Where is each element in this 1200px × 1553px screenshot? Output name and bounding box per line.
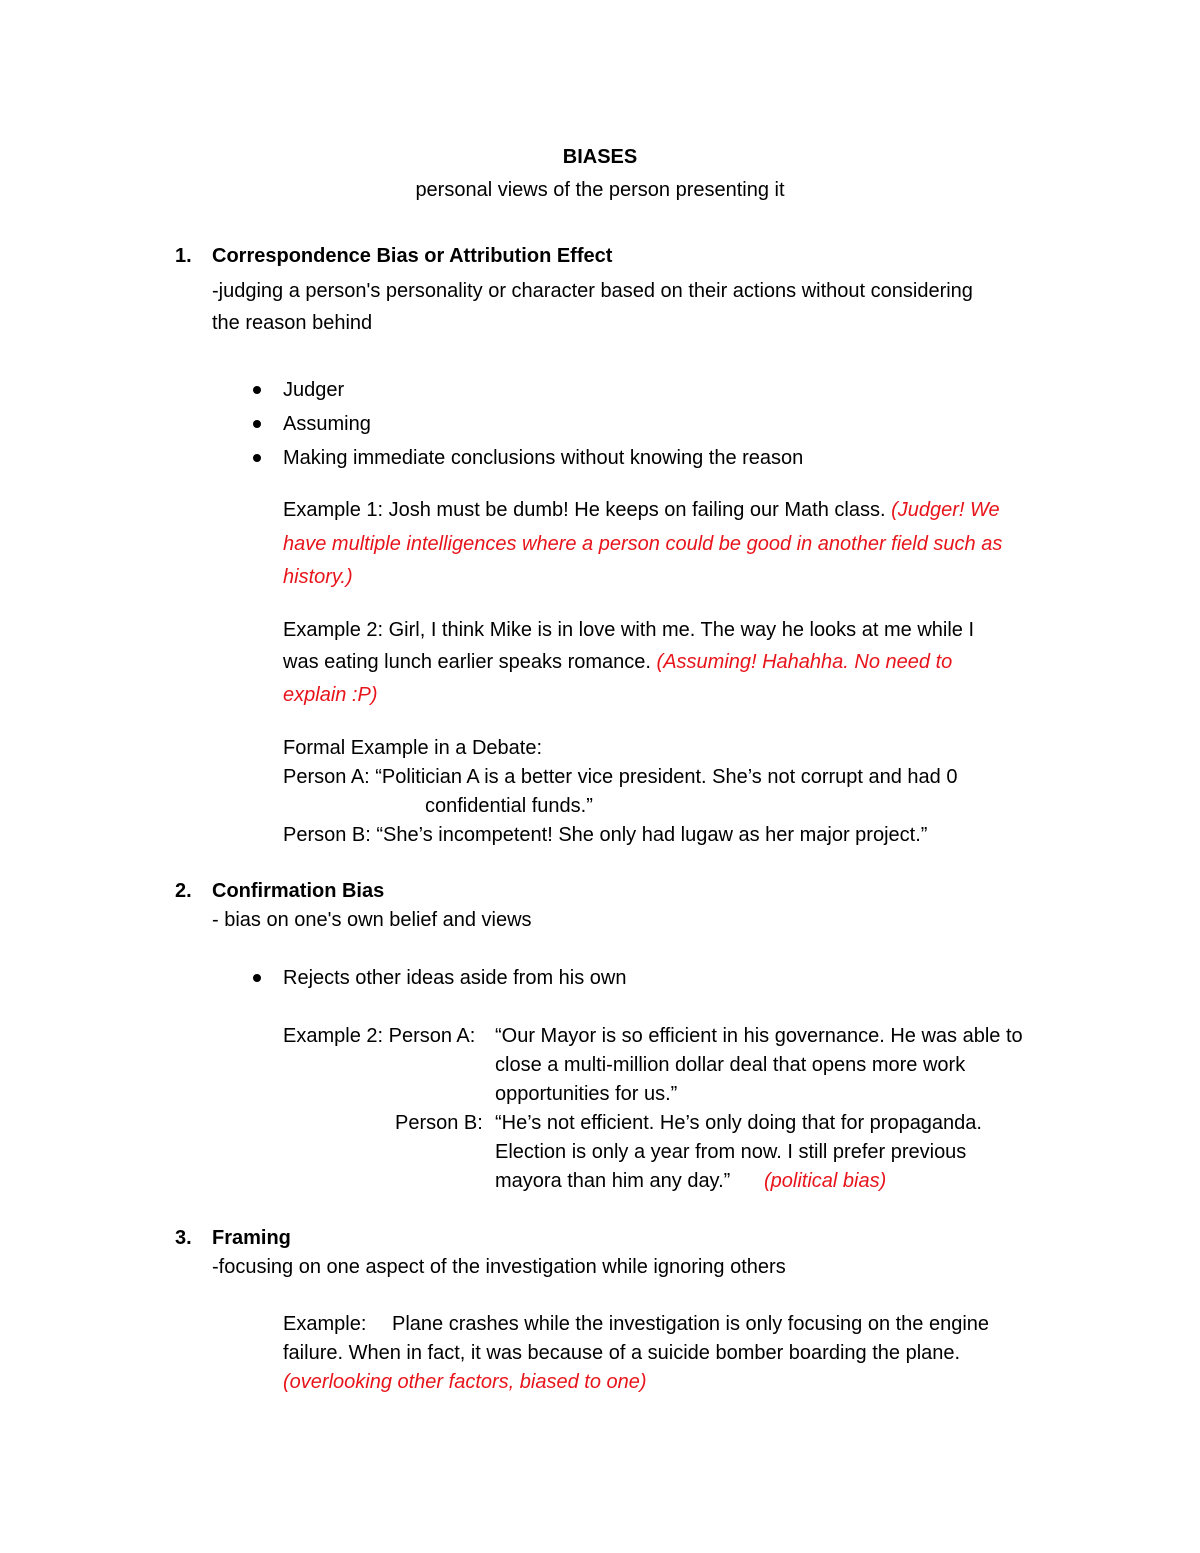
example-text: Example 1: Josh must be dumb! He keeps on failing our Math class. bbox=[283, 499, 892, 521]
section-heading: Framing bbox=[212, 1227, 291, 1249]
example-note: (Assuming! Hahahha. No need to bbox=[656, 651, 953, 673]
example-text: was eating lunch earlier speaks romance. bbox=[283, 651, 657, 673]
example-line: “Our Mayor is so efficient in his governance. He was able to bbox=[495, 1025, 1023, 1047]
example-line: opportunities for us.” bbox=[495, 1083, 678, 1105]
section-definition-line: the reason behind bbox=[212, 312, 373, 334]
formal-example-line: Person B: “She’s incompetent! She only had lugaw as her major project.” bbox=[283, 824, 928, 846]
section-number: 1. bbox=[175, 245, 192, 267]
formal-example-line: confidential funds.” bbox=[425, 795, 593, 817]
example-label: Person B: bbox=[395, 1112, 483, 1134]
bullet-icon bbox=[253, 974, 261, 982]
section-heading: Correspondence Bias or Attribution Effect bbox=[212, 245, 613, 267]
list-item: Judger bbox=[283, 379, 345, 401]
bullet-icon bbox=[253, 420, 261, 428]
example-note: (overlooking other factors, biased to one) bbox=[283, 1371, 647, 1393]
example-1-line bbox=[283, 500, 1000, 520]
example-line: Plane crashes while the investigation is only focusing on the engine bbox=[392, 1313, 990, 1335]
list-item: Rejects other ideas aside from his own bbox=[283, 967, 627, 989]
section-definition: -focusing on one aspect of the investigation while ignoring others bbox=[212, 1256, 786, 1278]
example-line: “He’s not efficient. He’s only doing that for propaganda. bbox=[495, 1112, 982, 1134]
document-subtitle: personal views of the person presenting it bbox=[415, 179, 785, 201]
section-number: 3. bbox=[175, 1227, 192, 1249]
example-line: Election is only a year from now. I still prefer previous bbox=[495, 1141, 967, 1163]
formal-example-line: Person A: “Politician A is a better vice president. She’s not corrupt and had 0 bbox=[283, 766, 958, 788]
section-definition-line: -judging a person's personality or character based on their actions without considering bbox=[212, 280, 973, 302]
document-title: BIASES bbox=[562, 146, 638, 168]
example-note: have multiple intelligences where a person could be good in another field such as bbox=[283, 533, 1003, 555]
example-2-line: Example 2: Girl, I think Mike is in love with me. The way he looks at me while I bbox=[283, 619, 975, 641]
section-number: 2. bbox=[175, 880, 192, 902]
example-note: (political bias) bbox=[764, 1170, 887, 1192]
example-line: close a multi-million dollar deal that opens more work bbox=[495, 1054, 966, 1076]
section-heading: Confirmation Bias bbox=[212, 880, 385, 902]
bullet-icon bbox=[253, 454, 261, 462]
section-definition: - bias on one's own belief and views bbox=[212, 909, 532, 931]
example-note: explain :P) bbox=[283, 684, 378, 706]
list-item: Assuming bbox=[283, 413, 371, 435]
example-label: Example: bbox=[283, 1313, 367, 1335]
example-note: history.) bbox=[283, 566, 353, 588]
bullet-icon bbox=[253, 386, 261, 394]
example-line: failure. When in fact, it was because of a suicide bomber boarding the plane. bbox=[283, 1342, 961, 1364]
list-item: Making immediate conclusions without knowing the reason bbox=[283, 447, 804, 469]
example-note: (Judger! We bbox=[891, 499, 1000, 521]
example-label: Example 2: Person A: bbox=[283, 1025, 476, 1047]
example-line: mayora than him any day.” bbox=[495, 1170, 731, 1192]
formal-example-heading: Formal Example in a Debate: bbox=[283, 737, 543, 759]
example-2-line bbox=[283, 652, 952, 672]
